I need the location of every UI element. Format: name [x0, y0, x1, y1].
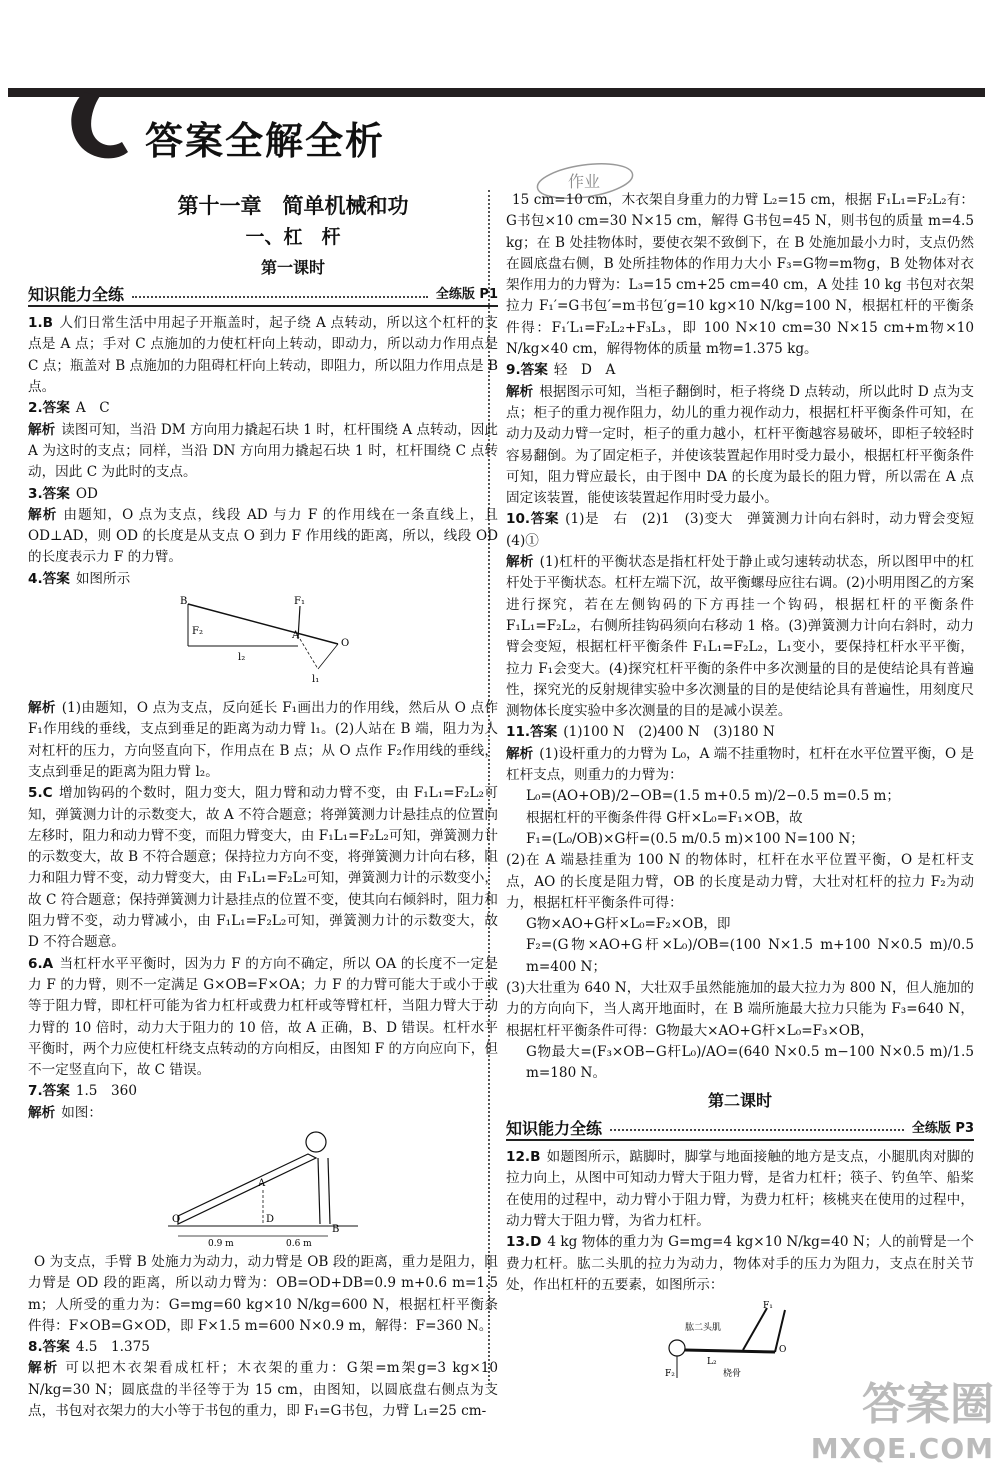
text-span: 解析 — [28, 1104, 56, 1121]
figure-label: A — [258, 1177, 266, 1189]
equation: L₀=(AO+OB)/2−OB=(1.5 m+0.5 m)/2−0.5 m=0.5 m； — [526, 788, 901, 805]
text-span: 解析 — [28, 506, 58, 523]
text-span: 12.B — [506, 1149, 541, 1166]
text-span: 3.答案 — [28, 485, 70, 502]
answer-paragraph: 4.答案 如图所示 — [28, 570, 131, 587]
figure-label: F₁ — [763, 1301, 773, 1312]
answer-paragraph: 1.B 人们日常生活中用起子开瓶盖时，起子绕 A 点转动，所以这个杠杆的支点是 A 点；手对 C 点施加的力使杠杆向上转动，即动力，所以动力作用点是 C 点；瓶盖对 B 点施加的力阻碍杠杆向上转动，即阻力，所以阻力作用点是 B 点。 — [28, 315, 498, 396]
answer-paragraph: 2.答案 A C — [28, 400, 110, 417]
answer-paragraph: 解析 (1)由题知，O 点为支点，反向延长 F₁画出力的作用线，然后从 O 点作 F₁作用线的垂线，支点到垂足的距离为动力臂 l₁。(2)人站在 B 端，阻力为人对杠杆的压力，方向竖直向下，作用点在 B 点；从 O 点作 F₂作用线的垂线，支点到垂足的距离为阻力臂 l₂。 — [28, 700, 498, 780]
figure-label: 0.9 m — [208, 1238, 234, 1248]
pushup-diagram-q7 — [168, 1128, 358, 1248]
equation: F₂=(G物×AO+G杆×L₀)/OB=(100 N×1.5 m+100 N×0.5 m)/0.5 m=400 N； — [526, 937, 974, 975]
left-column — [28, 190, 498, 1422]
figure-label: B — [180, 596, 188, 608]
header-bar — [8, 88, 985, 97]
text-span: 解析 — [28, 700, 56, 717]
figure-label: L₂ — [707, 1357, 717, 1368]
band-page: 全练版 P3 — [911, 1120, 974, 1136]
equation: G物×AO+G杆×L₀=F₂×OB，即 — [526, 916, 731, 933]
band-name: 知识能力全练 — [28, 284, 125, 304]
text-span: 2.答案 — [28, 400, 70, 417]
stamp-text: 作业 — [568, 172, 601, 191]
answer-paragraph: 解析 由题知，O 点为支点，线段 AD 与力 F 的作用线在一条直线上，且 OD⊥AD，则 OD 的长度是从支点 O 到力 F 作用线的距离，所以，线段 OD 的长度表示力 F 的力臂。 — [28, 506, 498, 566]
answer-paragraph: 5.C 增加钩码的个数时，阻力变大，阻力臂和动力臂不变，由 F₁L₁=F₂L₂可知，弹簧测力计的示数变大，故 A 不符合题意；将弹簧测力计悬挂点的位置向左移时，阻力和动力臂不变，而阻力臂变大，由 F₁L₁=F₂L₂可知，弹簧测力计的示数变大，故 B 不符合题意；保持拉力方向不变，将弹簧测力计向右移，阻力和阻力臂不变，动力臂变大，由 F₁L₁=F₂L₂可知，弹簧测力计的示数变小，故 C 符合题意；保持弹簧测力计悬挂点的位置不变，使其向右倾斜时，阻力和阻力臂不变，动力臂减小，由 F₁L₁=F₂L₂可知，弹簧测力计的示数变大，故 D 不符合题意。 — [28, 785, 498, 951]
text-span: 解析 — [28, 421, 56, 438]
answer-paragraph: 15 cm=10 cm，木衣架自身重力的力臂 L₂=15 cm，根据 F₁L₁=F₂L₂有：G书包×10 cm=30 N×15 cm，解得 G书包=45 N，则书包的质量 m=4.5 kg；在 B 处挂物体时，要使衣架不致倒下，在 B 处施加最小力时，支点仍然在圆底盘右侧，B 处所挂物体的作用力大小 F₃=G物=m物g，B 处物体对衣架作用力的力臂为：L₃=15 cm+25 cm=40 cm，A 处挂 10 kg 书包对衣架拉力 F₁′=G书包′=m书包′g=10 kg×10 N/kg=100 N，根据杠杆的平衡条件得：F₁′L₁=F₂L₂+F₃L₃，即 100 N×10 cm=30 N×15 cm+m物×10 N/kg×40 cm，解得物体的质量 m物=1.375 kg。 — [506, 192, 974, 358]
site-watermark: 答案圈 MXQE.COM — [810, 1379, 994, 1465]
text-span: 1.B — [28, 315, 53, 332]
figure-label: 0.6 m — [286, 1238, 312, 1248]
text-span: 6.A — [28, 955, 54, 972]
band-name: 知识能力全练 — [506, 1118, 603, 1138]
text-span: 8.答案 — [28, 1339, 70, 1356]
section-title: 一、杠 杆 — [245, 226, 341, 249]
figure-label: F₂ — [192, 626, 203, 638]
text-span: 10.答案 — [506, 511, 560, 528]
text-span: 4.答案 — [28, 570, 70, 587]
figure-label: 肱二头肌 — [685, 1323, 722, 1334]
lesson-title: 第一课时 — [260, 257, 325, 277]
figure-label: 桡骨 — [723, 1369, 742, 1380]
text-span: 7.答案 — [28, 1083, 70, 1100]
text-span: 解析 — [28, 1360, 60, 1377]
answer-paragraph: 解析 (1)杠杆的平衡状态是指杠杆处于静止或匀速转动状态，所以图甲中的杠杆处于平衡状态。杠杆左端下沉，故平衡螺母应往右调。(2)小明用图乙的方案进行探究，若在左侧钩码的下方再挂一个钩码，根据杠杆的平衡条件 F₁L₁=F₂L₂，右侧所挂钩码须向右移动 1 格。(3)弹簧测力计向右斜时，动力臂会变短，根据杠杆平衡条件 F₁L₁=F₂L₂，L₁变小，要保持杠杆水平平衡，拉力 F₁会变大。(4)探究杠杆平衡的条件中多次测量的目的是使结论具有普遍性，探究光的反射规律实验中多次测量的目的是使结论具有普遍性，用刻度尺测物体长度实验中多次测量的目的是减小误差。 — [506, 554, 974, 720]
answer-paragraph: 解析 根据图示可知，当柜子翻倒时，柜子将绕 D 点转动，所以此时 D 点为支点；柜子的重力视作阻力，幼儿的重力视作动力，根据杠杆平衡条件可知，在动力及动力臂一定时，柜子的重力越小，杠杆平衡越容易破坏，即柜子较轻时容易翻倒。为了固定柜子，并使该装置起作用时受力最小，根据杠杆平衡条件可知，阻力臂应最长，由于图中 DA 的长度为最长的阻力臂，所以需在 A 点固定该装置，能使该装置起作用时受力最小。 — [506, 383, 974, 507]
answer-paragraph: (3)大壮重为 640 N，大壮双手虽然能施加的最大拉力为 800 N，但人施加的力的方向向下，当人离开地面时，在 B 端所施最大拉力只能为 F₃=640 N，根据杠杆平衡条件可得：G物最大×AO+G杆×L₀=F₃×OB， — [506, 979, 974, 1039]
section-band — [28, 284, 498, 307]
right-column — [506, 190, 988, 1384]
equation: F₁=(L₀/OB)×G杆=(0.5 m/0.5 m)×100 N=100 N； — [526, 830, 864, 847]
figure-label: F₂ — [665, 1369, 675, 1380]
answer-paragraph: 3.答案 OD — [28, 485, 98, 502]
answer-paragraph: 7.答案 1.5 360 — [28, 1083, 137, 1100]
page-title: 答案全解全析 — [145, 119, 386, 163]
answer-paragraph: 解析 (1)设杆重力的力臂为 L₀，A 端不挂重物时，杠杆在水平位置平衡，O 是杠杆支点，则重力的力臂为： — [506, 745, 975, 784]
answer-paragraph: 13.D 4 kg 物体的重力为 G=mg=4 kg×10 N/kg=40 N；人的前臂是一个费力杠杆。肱二头肌的拉力为动力，物体对手的压力为阻力，支点在肘关节处，作出杠杆的五要素，如图所示： — [506, 1234, 974, 1293]
answer-paragraph: O 为支点，手臂 B 处施力为动力，动力臂是 OB 段的距离，重力是阻力，阻力臂是 OD 段的距离，所以动力臂为：OB=OD+DB=0.9 m+0.6 m=1.5 m；人所受的重力为：G=mg=60 kg×10 N/kg=600 N，根据杠杆平衡条件得：F×OB=G×OD，即 F×1.5 m=600 N×0.9 m，解得：F=360 N。 — [28, 1253, 498, 1334]
text-span: 解析 — [506, 554, 534, 571]
answer-paragraph: 8.答案 4.5 1.375 — [28, 1339, 150, 1356]
equation: G物最大=(F₃×OB−G杆L₀)/AO=(640 N×0.5 m−100 N×0.5 m)/1.5 m=180 N。 — [526, 1043, 974, 1082]
text-span: 11.答案 — [506, 724, 558, 741]
answer-paragraph: (2)在 A 端悬挂重为 100 N 的物体时，杠杆在水平位置平衡，O 是杠杆支点，AO 的长度是阻力臂，OB 的长度是动力臂，大壮对杠杆的拉力 F₂为动力，根据杠杆平衡条件可得： — [506, 852, 974, 911]
answer-paragraph: 10.答案 (1)是 右 (2)1 (3)变大 弹簧测力计向右斜时，动力臂会变短 (4)① — [506, 511, 988, 549]
band-page: 全练版 P1 — [435, 286, 498, 302]
figure-label: A — [292, 630, 300, 642]
figure-label: F₁ — [294, 596, 305, 608]
text-span: 解析 — [506, 745, 534, 762]
answer-paragraph: 解析 读图可知，当沿 DM 方向用力撬起石块 1 时，杠杆围绕 A 点转动，因此 A 为这时的支点；同样，当沿 DN 方向用力撬起石块 1 时，杠杆围绕 C 点转动，因此 C 为此时的支点。 — [28, 421, 499, 481]
text-span: 解析 — [506, 383, 534, 400]
section-band-2 — [506, 1118, 974, 1141]
text-span: 13.D — [506, 1234, 542, 1251]
answer-paragraph: 12.B 如题图所示，踮脚时，脚掌与地面接触的地方是支点，小腿肌肉对脚的拉力向上，从图中可知动力臂大于阻力臂，是省力杠杆；筷子、钓鱼竿、船桨在使用的过程中，动力臂小于阻力臂，为费力杠杆；核桃夹在使用的过程中，动力臂大于阻力臂，为省力杠杆。 — [506, 1149, 974, 1229]
hook-logo-icon — [64, 86, 134, 166]
figure-label: D — [266, 1213, 275, 1225]
text-span: 5.C — [28, 785, 53, 802]
chapter-title: 第十一章 简单机械和功 — [177, 194, 409, 218]
figure-label: O — [172, 1213, 181, 1225]
text-span: 9.答案 — [506, 362, 548, 379]
answer-paragraph: 解析 如图： — [28, 1104, 102, 1121]
answer-paragraph: 解析 可以把木衣架看成杠杆；木衣架的重力：G架=m架g=3 kg×10 N/kg=30 N；圆底盘的半径等于为 15 cm，由图知，以圆底盘右侧点为支点，书包对衣架力的大小等于书包的重力，即 F₁=G书包，力臂 L₁=25 cm- — [28, 1360, 499, 1420]
figure-label: l₁ — [312, 674, 320, 686]
lesson-title-2: 第二课时 — [707, 1091, 772, 1111]
answer-paragraph: 6.A 当杠杆水平平衡时，因为力 F 的方向不确定，所以 OA 的长度不一定是力 F 的力臂，则不一定满足 G×OB=F×OA；力 F 的力臂可能大于或小于或等于阻力臂，即杠杆可能为省力杠杆或费力杠杆或等臂杠杆，当阻力臂大于动力臂的 10 倍时，动力大于阻力的 10 倍，故 A 正确，B、D 错误。杠杆水平平衡时，两个力应使杠杆绕支点转动的方向相反，由图知 F 的方向应向下，但不一定竖直向下，故 C 错误。 — [28, 955, 498, 1079]
lever-diagram-q4 — [168, 594, 358, 694]
equation-text: 根据杠杆的平衡条件得 G杆×L₀=F₁×OB，故 — [526, 809, 803, 826]
forearm-diagram-q13 — [655, 1300, 825, 1380]
figure-label: O — [779, 1345, 787, 1356]
answer-paragraph: 9.答案 轻 D A — [506, 362, 616, 379]
figure-label: B — [332, 1223, 340, 1235]
answer-paragraph: 11.答案 (1)100 N (2)400 N (3)180 N — [506, 724, 775, 741]
figure-label: l₂ — [238, 652, 246, 664]
figure-label: O — [341, 638, 350, 650]
